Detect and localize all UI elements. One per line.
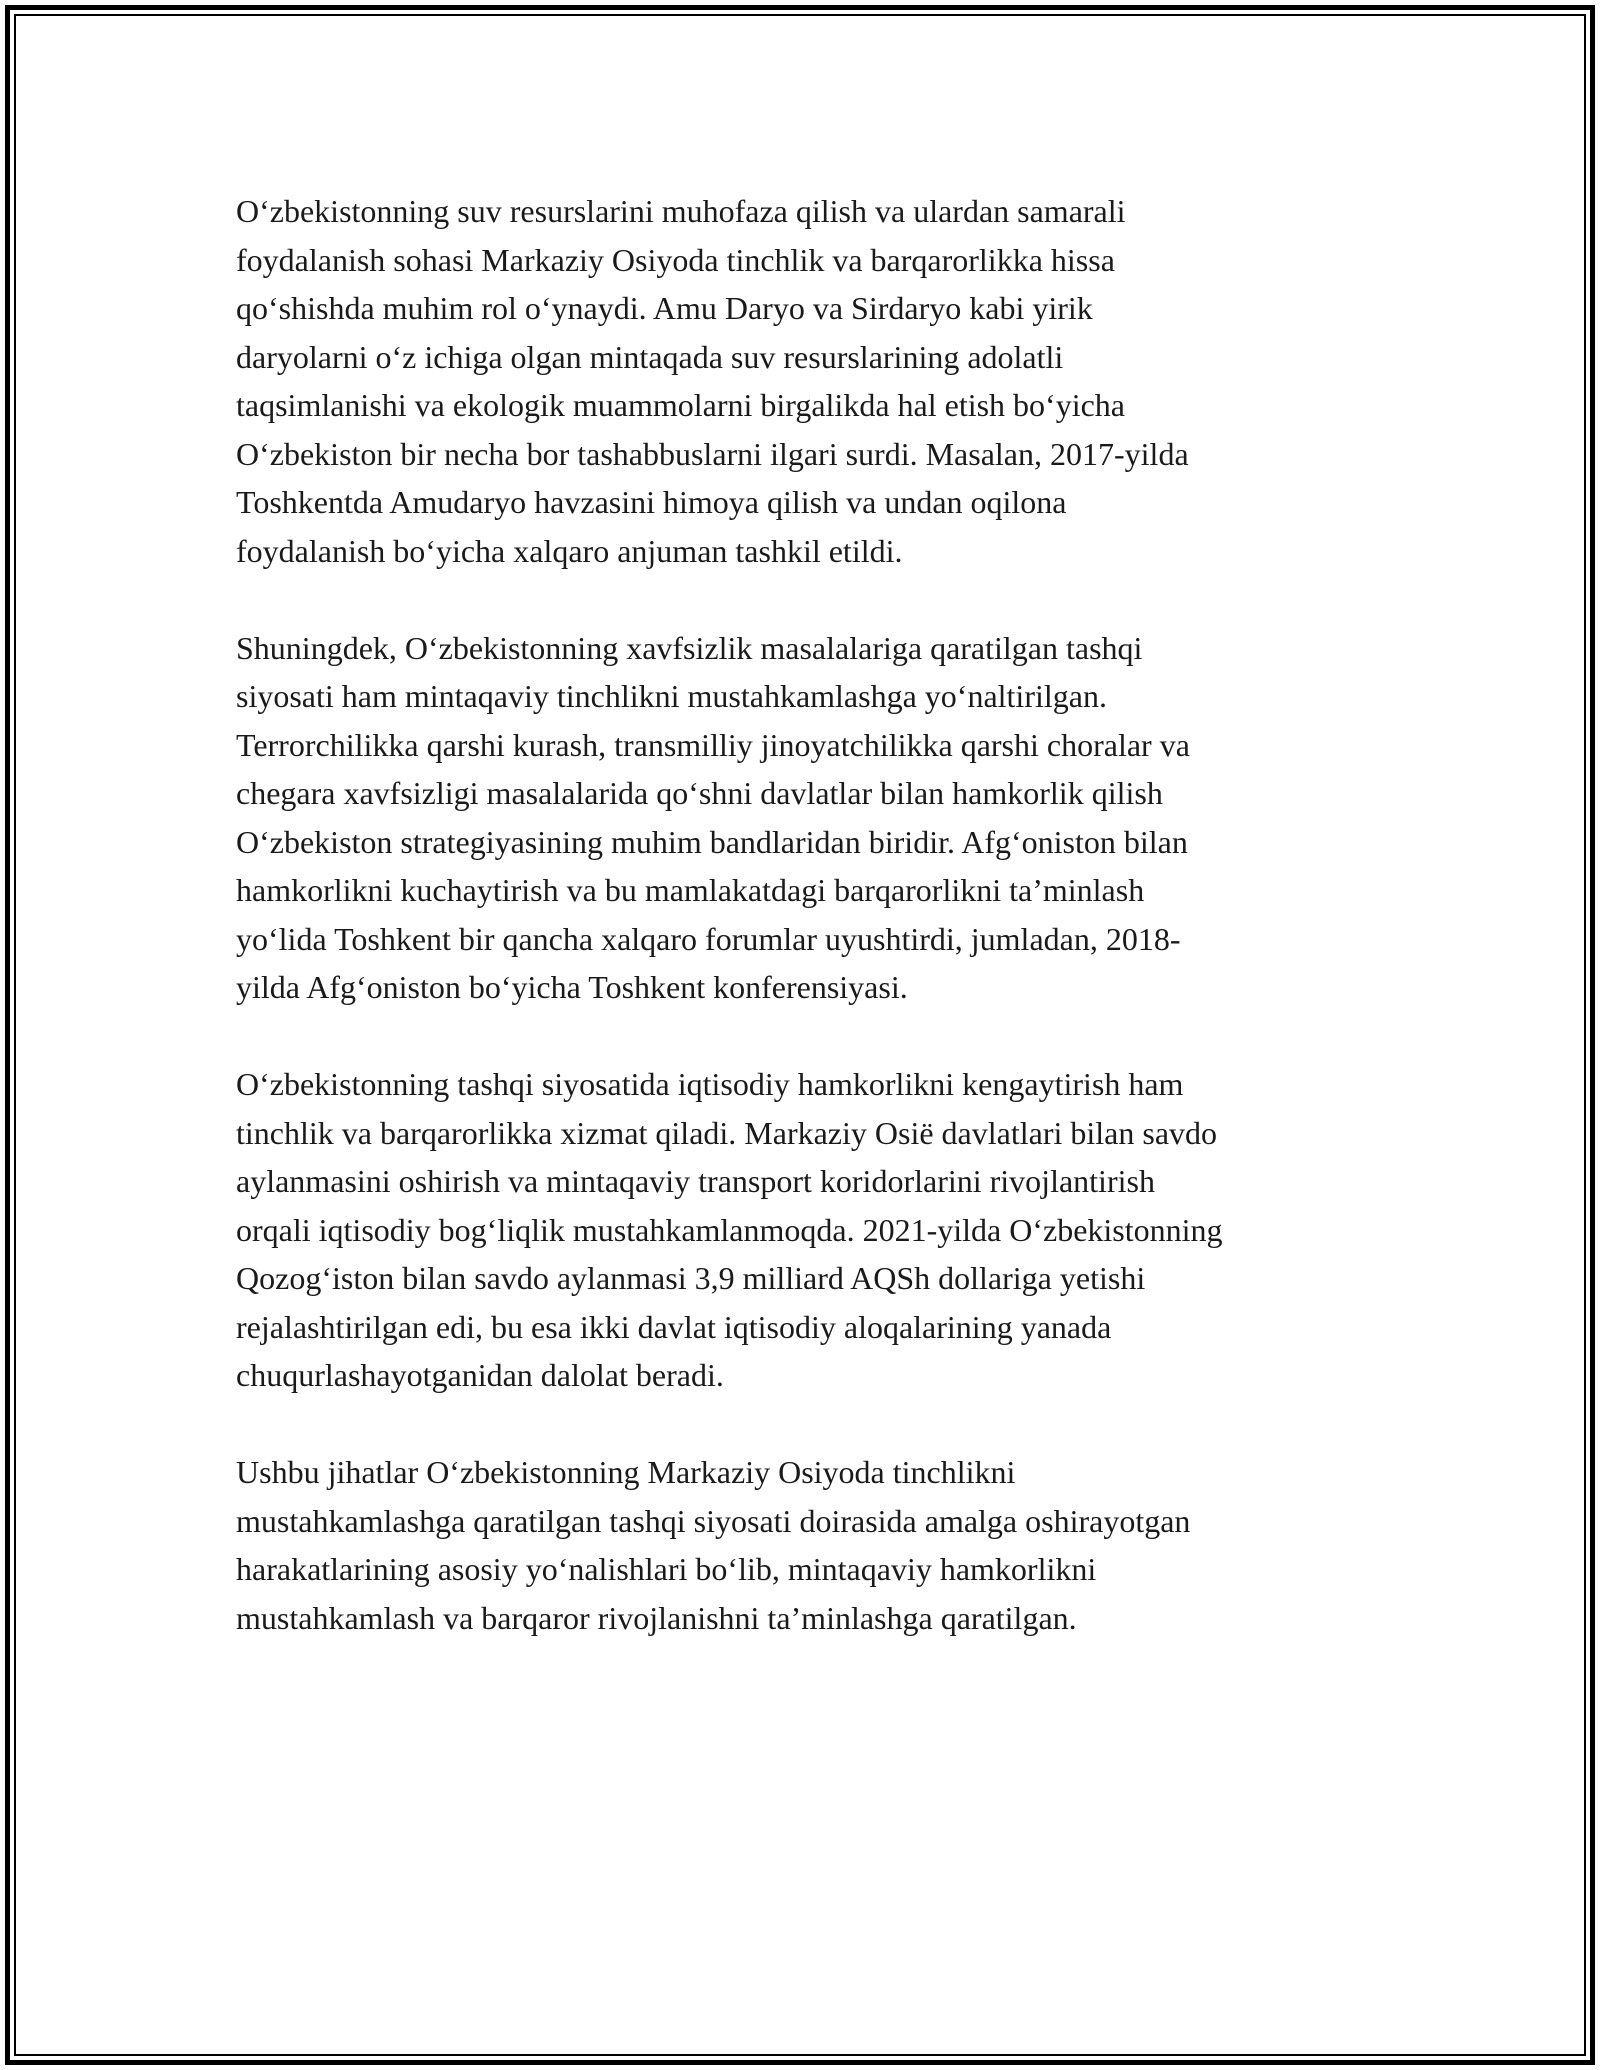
text-line: foydalanish sohasi Markaziy Osiyoda tinchlik va barqarorlikka hissa <box>236 241 1115 278</box>
text-line: foydalanish bo‘yicha xalqaro anjuman tashkil etildi. <box>236 532 903 569</box>
text-line: taqsimlanishi va ekologik muammolarni birgalikda hal etish bo‘yicha <box>236 387 1125 423</box>
text-line: O‘zbekiston bir necha bor tashabbuslarni ilgari surdi. Masalan, 2017-yilda <box>236 435 1189 472</box>
text-line: yilda Afg‘oniston bo‘yicha Toshkent konferensiyasi. <box>236 969 908 1005</box>
text-line: Toshkentda Amudaryo havzasini himoya qilish va undan oqilona <box>236 484 1067 520</box>
text-line: O‘zbekistonning tashqi siyosatida iqtisodiy hamkorlikni kengaytirish ham <box>236 1066 1184 1102</box>
paragraph-security <box>236 624 1406 1012</box>
text-line: Qozog‘iston bilan savdo aylanmasi 3,9 milliard AQSh dollariga yetishi <box>236 1260 1146 1296</box>
text-line: aylanmasini oshirish va mintaqaviy transport koridorlarini rivojlantirish <box>236 1163 1155 1199</box>
text-line: rejalashtirilgan edi, bu esa ikki davlat iqtisodiy aloqalarining yanada <box>236 1308 1112 1345</box>
text-line: O‘zbekiston strategiyasining muhim bandlaridan biridir. Afg‘oniston bilan <box>236 823 1188 860</box>
text-line: tinchlik va barqarorlikka xizmat qiladi. Markaziy Osiё davlatlari bilan savdo <box>236 1114 1218 1151</box>
text-line: mustahkamlashga qaratilgan tashqi siyosati doirasida amalga oshirayotgan <box>236 1502 1191 1539</box>
text-line: Ushbu jihatlar O‘zbekistonning Markaziy Osiyoda tinchlikni <box>236 1454 1016 1490</box>
text-line: orqali iqtisodiy bog‘liqlik mustahkamlanmoqda. 2021-yilda O‘zbekistonning <box>236 1211 1223 1248</box>
paragraph-economic-cooperation <box>236 1060 1406 1400</box>
text-line: O‘zbekistonning suv resurslarini muhofaza qilish va ulardan samarali <box>236 193 1126 229</box>
paragraph-conclusion <box>236 1448 1406 1642</box>
text-line: siyosati ham mintaqaviy tinchlikni mustahkamlashga yo‘naltirilgan. <box>236 678 1107 714</box>
paragraph-water-resources <box>236 187 1406 575</box>
text-line: hamkorlikni kuchaytirish va bu mamlakatdagi barqarorlikni ta’minlash <box>236 872 1145 908</box>
text-line: Shuningdek, O‘zbekistonning xavfsizlik masalalariga qaratilgan tashqi <box>236 629 1143 666</box>
text-line: chuqurlashayotganidan dalolat beradi. <box>236 1357 724 1393</box>
text-line: yo‘lida Toshkent bir qancha xalqaro forumlar uyushtirdi, jumladan, 2018- <box>236 920 1181 957</box>
text-line: mustahkamlash va barqaror rivojlanishni ta’minlashga qaratilgan. <box>236 1599 1077 1636</box>
text-line: Terrorchilikka qarshi kurash, transmilliy jinoyatchilikka qarshi choralar va <box>236 726 1190 763</box>
text-line: harakatlarining asosiy yo‘nalishlari bo‘lib, mintaqaviy hamkorlikni <box>236 1551 1097 1587</box>
text-line: daryolarni o‘z ichiga olgan mintaqada suv resurslarining adolatli <box>236 338 1064 375</box>
document-body <box>236 187 1406 1691</box>
text-line: qo‘shishda muhim rol o‘ynaydi. Amu Daryo va Sirdaryo kabi yirik <box>236 290 1093 326</box>
text-line: chegara xavfsizligi masalalarida qo‘shni davlatlar bilan hamkorlik qilish <box>236 775 1163 811</box>
